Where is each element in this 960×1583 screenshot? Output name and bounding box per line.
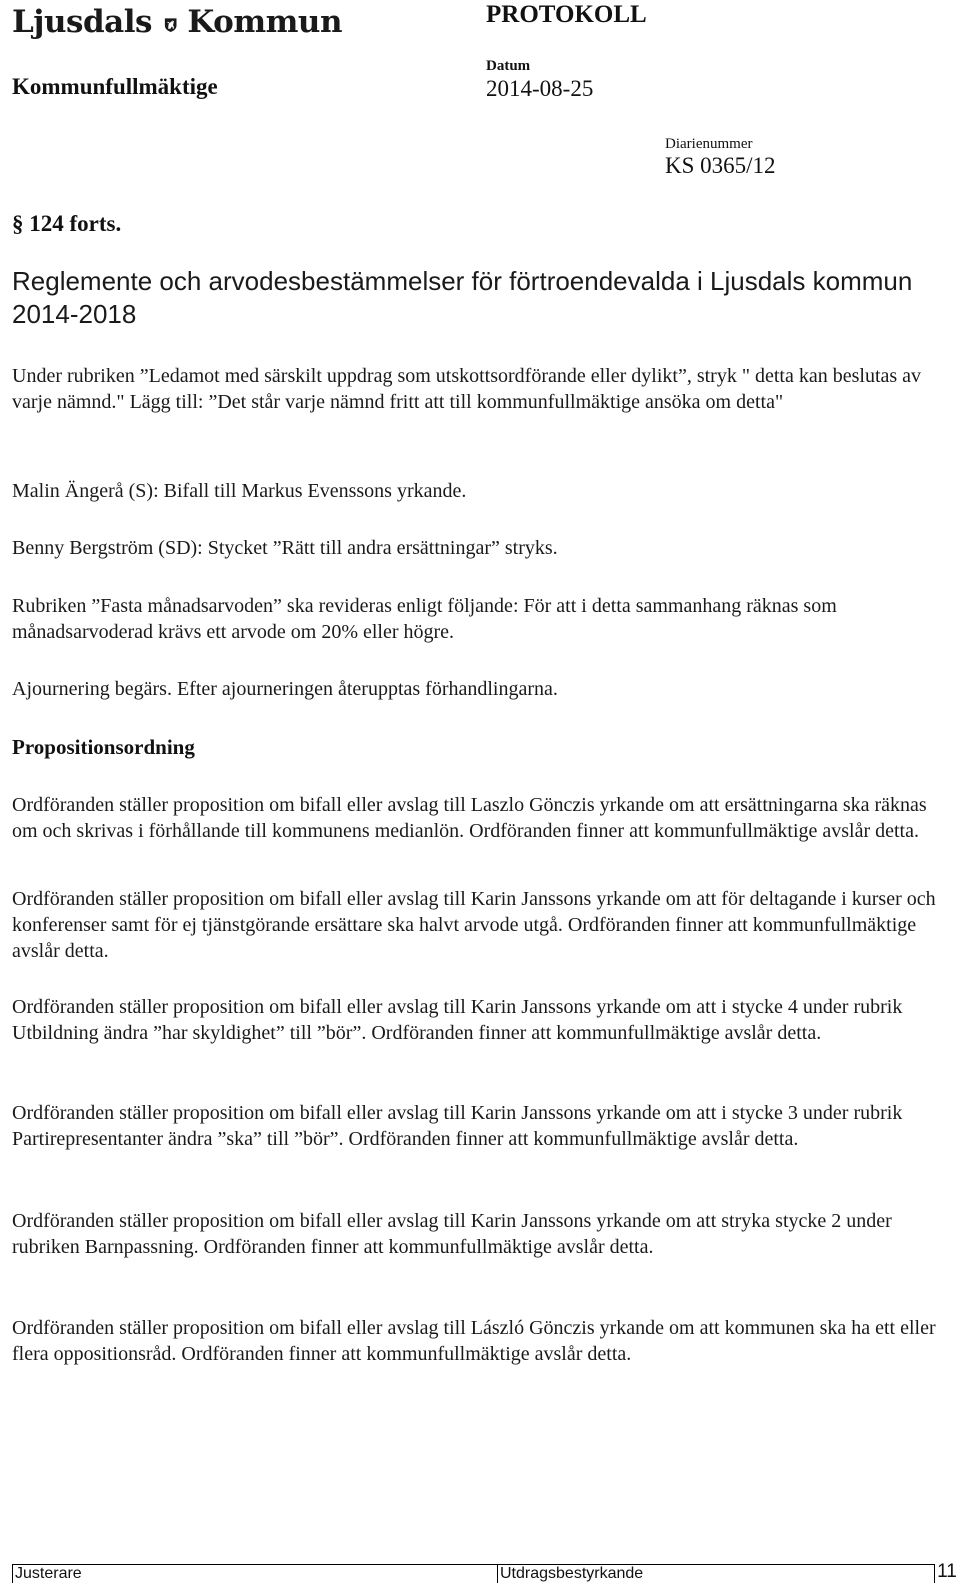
body-name: Kommunfullmäktige <box>12 74 218 99</box>
municipality-logo <box>12 0 342 50</box>
logo-word-left: Ljusdals <box>12 4 152 40</box>
body-paragraph: Ajournering begärs. Efter ajourneringen återupptas förhandlingarna. <box>12 678 558 700</box>
body-paragraph: Benny Bergström (SD): Stycket ”Rätt till andra ersättningar” stryks. <box>12 537 558 559</box>
logo-word-right: Kommun <box>187 4 342 40</box>
proposition-paragraph: Ordföranden ställer proposition om bifall eller avslag till László Gönczis yrkande om att kommunen ska ha ett eller flera oppositionsråd. Ordföranden finner att kommunfullmäktige avslår detta. <box>12 1317 936 1365</box>
body-paragraph: Rubriken ”Fasta månadsarvoden” ska revideras enligt följande: För att i detta sammanhang räknas som månadsarvoderad krävs ett arvode om 20% eller högre. <box>12 595 837 643</box>
proposition-paragraph: Ordföranden ställer proposition om bifall eller avslag till Karin Janssons yrkande om att i stycke 3 under rubrik Partirepresentanter ändra ”ska” till ”bör”. Ordföranden finner att kommunfullmäktige avslår detta. <box>12 1102 903 1150</box>
utdragsbestyrkande-box <box>497 1564 935 1583</box>
utdragsbestyrkande-label: Utdragsbestyrkande <box>500 1565 644 1582</box>
date-value: 2014-08-25 <box>486 76 594 101</box>
proposition-paragraph: Ordföranden ställer proposition om bifall eller avslag till Laszlo Gönczis yrkande om att ersättningarna ska räknas om och skrivas i förhållande till kommunens medianlön. Ordföranden finner att kommunfullmäktige avslår detta. <box>12 794 927 842</box>
body-paragraph: Malin Ängerå (S): Bifall till Markus Evenssons yrkande. <box>12 480 467 502</box>
paragraph-number: § 124 forts. <box>12 211 122 236</box>
body-paragraph: Under rubriken ”Ledamot med särskilt uppdrag som utskottsordförande eller dylikt”, stryk " detta kan beslutas av varje nämnd." Lägg till: ”Det står varje nämnd fritt att till kommunfullmäktige ansöka om detta" <box>12 365 922 413</box>
proposition-paragraph: Ordföranden ställer proposition om bifall eller avslag till Karin Janssons yrkande om att stryka stycke 2 under rubriken Barnpassning. Ordföranden finner att kommunfullmäktige avslår detta. <box>12 1210 892 1258</box>
justerare-label: Justerare <box>15 1565 82 1582</box>
crest-icon <box>164 0 177 50</box>
page-number: 11 <box>937 1561 957 1582</box>
section-title: Reglemente och arvodesbestämmelser för förtroendevalda i Ljusdals kommun 2014-2018 <box>12 266 913 329</box>
proposition-paragraph: Ordföranden ställer proposition om bifall eller avslag till Karin Janssons yrkande om att för deltagande i kurser och konferenser samt för ej tjänstgörande ersättare ska halvt arvode utgå. Ordföranden finner att kommunfullmäktige avslår detta. <box>12 888 936 962</box>
date-label: Datum <box>486 58 531 74</box>
justerare-box <box>12 1564 498 1583</box>
diarienummer-label: Diarienummer <box>665 136 753 152</box>
document-type: PROTOKOLL <box>486 1 647 28</box>
proposition-paragraph: Ordföranden ställer proposition om bifall eller avslag till Karin Janssons yrkande om att i stycke 4 under rubrik Utbildning ändra ”har skyldighet” till ”bör”. Ordföranden finner att kommunfullmäktige avslår detta. <box>12 996 903 1044</box>
diarienummer-value: KS 0365/12 <box>665 153 776 178</box>
propositions-heading: Propositionsordning <box>12 735 195 759</box>
